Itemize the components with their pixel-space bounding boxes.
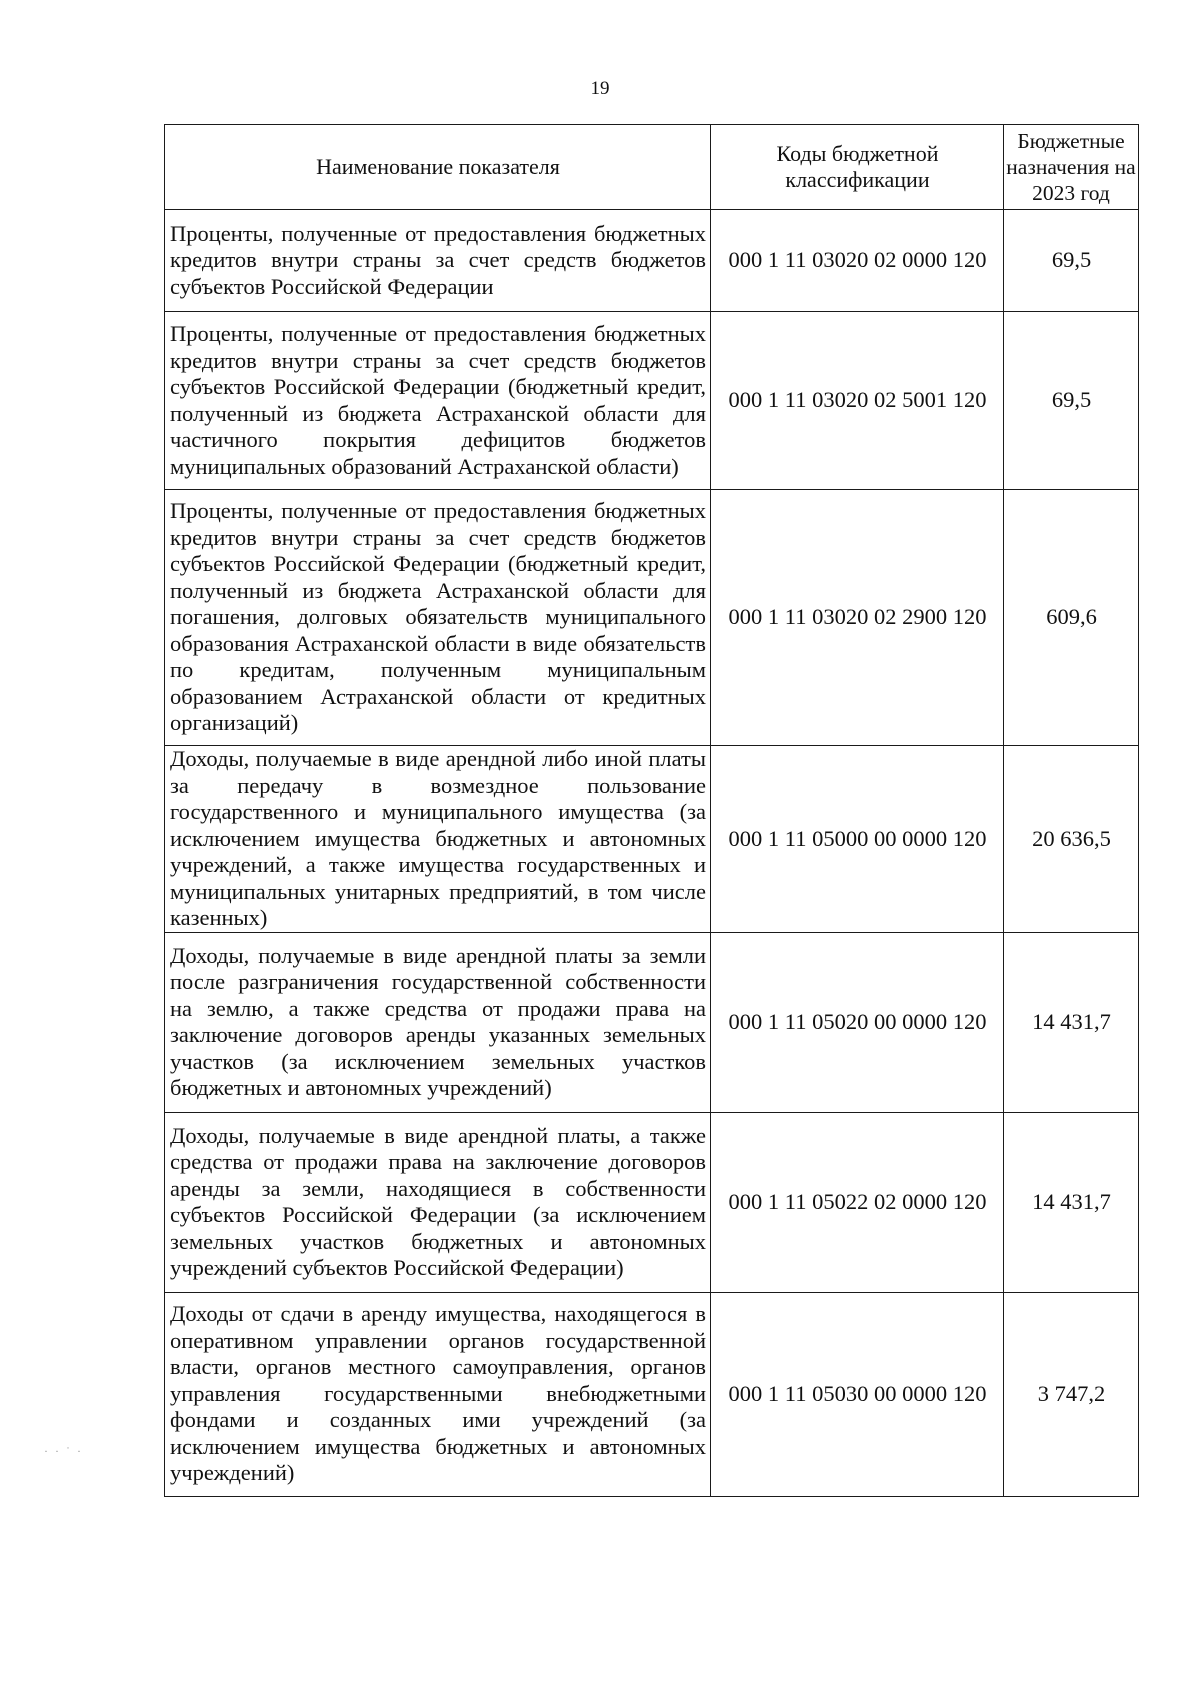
row-code: 000 1 11 05030 00 0000 120 xyxy=(711,1292,1004,1496)
table-row xyxy=(165,490,1139,746)
row-amount: 69,5 xyxy=(1004,210,1139,312)
row-name: Проценты, полученные от предоставления бюджетных кредитов внутри страны за счет средств бюджетов субъектов Российской Федерации (бюджетный кредит, полученный из бюджета Астраханской области для частичного покрытия дефицитов бюджетов муниципальных образований Астраханской области) xyxy=(165,312,711,490)
row-amount: 3 747,2 xyxy=(1004,1292,1139,1496)
row-code: 000 1 11 03020 02 5001 120 xyxy=(711,312,1004,490)
row-amount: 609,6 xyxy=(1004,490,1139,746)
row-code: 000 1 11 03020 02 2900 120 xyxy=(711,490,1004,746)
row-name: Проценты, полученные от предоставления бюджетных кредитов внутри страны за счет средств бюджетов субъектов Российской Федерации (бюджетный кредит, полученный из бюджета Астраханской области для погашения, долговых обязательств муниципального образования Астраханской области в виде обязательств по кредитам, полученным муниципальным образованием Астраханской области от кредитных организаций) xyxy=(165,490,711,746)
row-code: 000 1 11 05020 00 0000 120 xyxy=(711,932,1004,1112)
row-name: Доходы, получаемые в виде арендной платы, а также средства от продажи права на заключение договоров аренды за земли, находящиеся в собственности субъектов Российской Федерации (за исключением земельных участков бюджетных и автономных учреждений субъектов Российской Федерации) xyxy=(165,1112,711,1292)
scan-speck: · · ˙ · xyxy=(44,1444,83,1458)
row-name: Доходы, получаемые в виде арендной либо иной платы за передачу в возмездное пользование государственного и муниципального имущества (за исключением имущества бюджетных и автономных учреждений, а также имущества государственных и муниципальных унитарных предприятий, в том числе казенных) xyxy=(165,746,711,933)
table-header-row xyxy=(165,125,1139,210)
header-code: Коды бюджетной классификации xyxy=(711,125,1004,210)
table-row xyxy=(165,746,1139,933)
table-row xyxy=(165,1292,1139,1496)
table-row xyxy=(165,1112,1139,1292)
row-amount: 14 431,7 xyxy=(1004,932,1139,1112)
row-amount: 20 636,5 xyxy=(1004,746,1139,933)
header-name: Наименование показателя xyxy=(165,125,711,210)
row-amount: 69,5 xyxy=(1004,312,1139,490)
row-name: Проценты, полученные от предоставления бюджетных кредитов внутри страны за счет средств бюджетов субъектов Российской Федерации xyxy=(165,210,711,312)
row-name: Доходы от сдачи в аренду имущества, находящегося в оперативном управлении органов государственной власти, органов местного самоуправления, органов управления государственными внебюджетными фондами и созданных ими учреждений (за исключением имущества бюджетных и автономных учреждений) xyxy=(165,1292,711,1496)
row-name: Доходы, получаемые в виде арендной платы за земли после разграничения государственной собственности на землю, а также средства от продажи права на заключение договоров аренды указанных земельных участков (за исключением земельных участков бюджетных и автономных учреждений) xyxy=(165,932,711,1112)
row-code: 000 1 11 05000 00 0000 120 xyxy=(711,746,1004,933)
table-row xyxy=(165,932,1139,1112)
page-number: 19 xyxy=(590,78,610,99)
table-row xyxy=(165,312,1139,490)
budget-table xyxy=(164,124,1139,1497)
row-code: 000 1 11 05022 02 0000 120 xyxy=(711,1112,1004,1292)
row-amount: 14 431,7 xyxy=(1004,1112,1139,1292)
table-row xyxy=(165,210,1139,312)
row-code: 000 1 11 03020 02 0000 120 xyxy=(711,210,1004,312)
header-amount: Бюджетные назначения на 2023 год xyxy=(1004,125,1139,210)
